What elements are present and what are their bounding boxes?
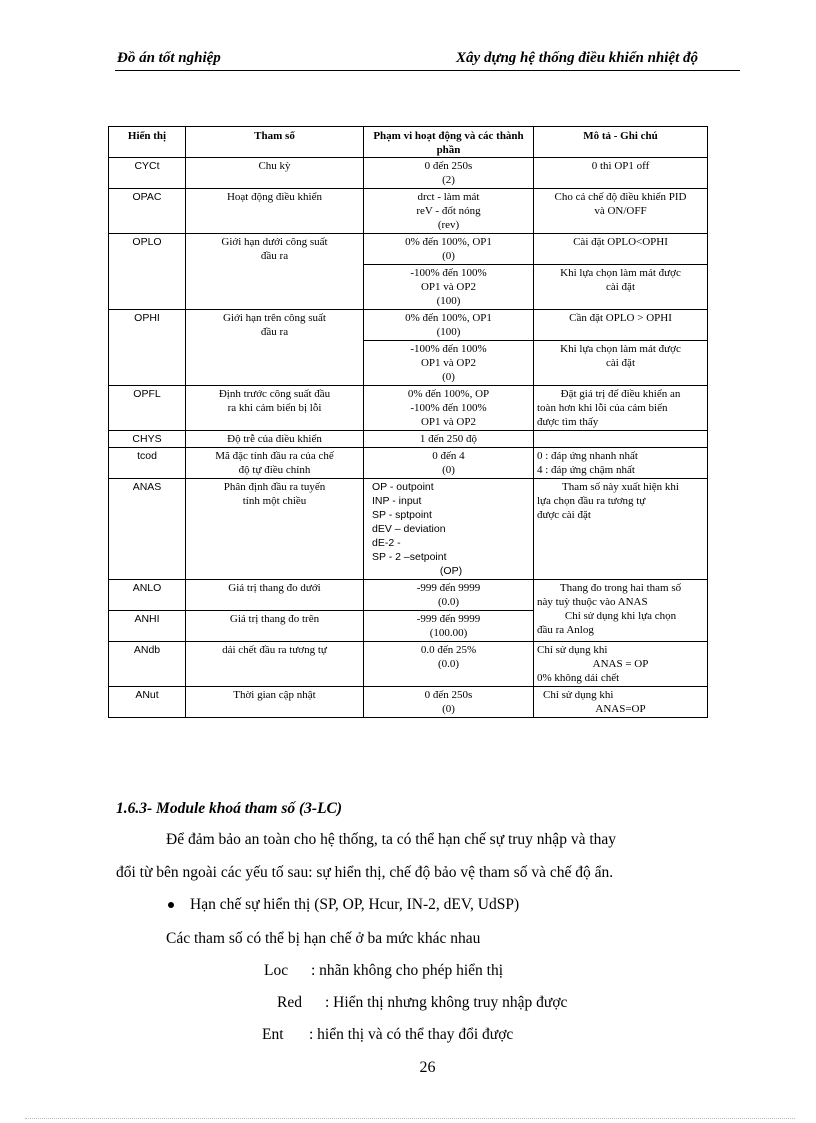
note-line: ANAS=OP [595, 703, 646, 715]
page-number: 26 [419, 1059, 436, 1076]
footer-divider [25, 1118, 795, 1119]
note-cell [534, 580, 708, 642]
range-line: -100% đến 100% [410, 267, 487, 279]
range-cell [364, 687, 534, 718]
table-row [109, 189, 708, 234]
range-cell [364, 310, 534, 341]
code-cell: CYCt [109, 158, 186, 189]
note-cell [534, 642, 708, 687]
range-cell [364, 341, 534, 386]
range-line: OP1 và OP2 [420, 416, 476, 428]
range-cell [364, 611, 534, 642]
range-line: -999 đến 9999 [416, 582, 481, 594]
note-cell: Cần đặt OPLO > OPHI [534, 310, 708, 341]
range-default: (100.00) [429, 627, 468, 639]
note-cell: 0 thì OP1 off [534, 158, 708, 189]
param-cell [186, 386, 364, 431]
header-display: Hiển thị [109, 127, 186, 158]
code-cell: OPFL [109, 386, 186, 431]
header-parameter: Tham số [186, 127, 364, 158]
range-line: SP - sptpoint [372, 509, 432, 521]
code-cell: OPLO [109, 234, 186, 310]
table-row [109, 431, 708, 448]
header-left-title: Đồ án tốt nghiệp [117, 50, 221, 66]
note-line: Thang đo trong hai tham số [559, 582, 682, 594]
note-cell [534, 431, 708, 448]
range-default: (100) [436, 295, 461, 307]
range-line: 0% đến 100%, OP [407, 388, 490, 400]
note-line: toàn hơn khi lỗi của cảm biến [537, 402, 668, 414]
code-cell: OPHI [109, 310, 186, 386]
param-line: ra khi cảm biến bị lỗi [227, 402, 322, 414]
table-row [109, 310, 708, 341]
param-line: Mã đặc tính đầu ra của chế [215, 450, 334, 462]
table-row [109, 234, 708, 265]
range-line: 0 đến 250s [424, 689, 473, 701]
note-line: Cho cả chế độ điều khiển PID [554, 191, 687, 203]
paragraph-line-2: đổi từ bên ngoài các yếu tố sau: sự hiển thị, chế độ bảo vệ tham số và chế độ ẩn. [116, 864, 614, 881]
note-line: Chỉ sử dụng khi [543, 689, 614, 701]
range-line: 0.0 đến 25% [420, 644, 477, 656]
note-cell [534, 189, 708, 234]
section-heading: 1.6.3- Module khoá tham số (3-LC) [116, 800, 343, 817]
range-line: OP1 và OP2 [420, 357, 476, 369]
range-cell [364, 448, 534, 479]
range-cell [364, 642, 534, 687]
code-cell: tcod [109, 448, 186, 479]
note-line: Tham số này xuất hiện khi [561, 481, 679, 493]
range-line: OP - outpoint [372, 481, 434, 493]
table-row [109, 479, 708, 580]
level-code-ent: Ent [262, 1026, 284, 1043]
param-line: Định trước công suất đầu [218, 388, 331, 400]
param-cell: Độ trễ của điều khiển [186, 431, 364, 448]
note-line: 4 : đáp ứng chậm nhất [537, 464, 635, 476]
range-default: (OP) [439, 565, 463, 577]
note-line: 0 : đáp ứng nhanh nhất [537, 450, 638, 462]
param-line: tính một chiều [242, 495, 307, 507]
range-default: (2) [442, 174, 455, 186]
range-line: 0 đến 4 [432, 450, 465, 462]
note-line: được tìm thấy [537, 416, 599, 428]
note-line: cài đặt [605, 357, 635, 369]
range-cell [364, 265, 534, 310]
note-line: được cài đặt [537, 509, 591, 521]
param-line: Giới hạn dưới công suất [221, 236, 328, 248]
range-line: -100% đến 100% [410, 402, 487, 414]
parameter-table [108, 126, 708, 718]
note-cell [534, 265, 708, 310]
range-line: dEV – deviation [372, 523, 446, 535]
level-desc-loc: : nhãn không cho phép hiển thị [311, 962, 503, 979]
range-line: 0 đến 250s [424, 160, 473, 172]
table-row [109, 158, 708, 189]
range-line: SP - 2 –setpoint [372, 551, 447, 563]
code-cell: ANdb [109, 642, 186, 687]
param-cell [186, 448, 364, 479]
level-code-red: Red [277, 994, 302, 1011]
note-cell [534, 341, 708, 386]
code-cell: ANHI [109, 611, 186, 642]
range-default: (0) [442, 250, 455, 262]
code-cell: ANut [109, 687, 186, 718]
level-desc-ent: : hiển thị và có thể thay đổi được [309, 1026, 514, 1043]
param-cell [186, 310, 364, 386]
param-cell: Giá trị thang đo trên [186, 611, 364, 642]
bullet-icon [168, 902, 174, 908]
header-range: Phạm vi hoạt động và các thành phần [364, 127, 534, 158]
range-line: OP1 và OP2 [420, 281, 476, 293]
param-cell [186, 234, 364, 310]
note-cell: Cài đặt OPLO<OPHI [534, 234, 708, 265]
note-line: Đặt giá trị để điều khiển an [560, 388, 681, 400]
param-cell: Hoạt động điều khiển [186, 189, 364, 234]
note-line: lựa chọn đầu ra tương tự [537, 495, 646, 507]
range-line: drct - làm mát [417, 191, 480, 203]
range-line: dE-2 - [372, 537, 401, 549]
param-line: độ tự điều chỉnh [238, 464, 311, 476]
table-row [109, 580, 708, 611]
page-header [115, 48, 740, 71]
param-line: đầu ra [260, 250, 289, 262]
param-cell: dải chết đầu ra tương tự [186, 642, 364, 687]
range-line: -100% đến 100% [410, 343, 487, 355]
range-line: 0% đến 100%, OP1 [405, 236, 492, 248]
bullet-text: Hạn chế sự hiển thị (SP, OP, Hcur, IN-2, dEV, UdSP) [190, 896, 520, 913]
note-line: Khi lựa chọn làm mát được [560, 343, 681, 355]
range-default: (0) [442, 464, 455, 476]
param-cell: Chu kỳ [186, 158, 364, 189]
range-default: (0.0) [437, 596, 460, 608]
param-cell [186, 479, 364, 580]
note-line: Chỉ sử dụng khi lựa chọn [564, 610, 677, 622]
note-line: ANAS = OP [592, 658, 649, 670]
range-default: (0) [442, 703, 455, 715]
range-cell [364, 580, 534, 611]
note-line: đầu ra Anlog [537, 624, 594, 636]
range-line: 0% đến 100%, OP1 [405, 312, 492, 324]
code-cell: CHYS [109, 431, 186, 448]
range-cell [364, 158, 534, 189]
note-line: này tuỳ thuộc vào ANAS [537, 596, 648, 608]
range-cell [364, 386, 534, 431]
param-cell: Thời gian cập nhật [186, 687, 364, 718]
table-row [109, 687, 708, 718]
levels-intro: Các tham số có thể bị hạn chế ở ba mức khác nhau [166, 930, 481, 947]
param-line: đầu ra [260, 326, 289, 338]
header-right-title: Xây dựng hệ thống điều khiển nhiệt độ [456, 50, 698, 66]
note-cell [534, 448, 708, 479]
range-cell [364, 234, 534, 265]
range-line: -999 đến 9999 [416, 613, 481, 625]
paragraph-line-1: Để đảm bảo an toàn cho hệ thống, ta có thể hạn chế sự truy nhập và thay [166, 831, 617, 848]
header-note: Mô tả - Ghi chú [534, 127, 708, 158]
param-cell: Giá trị thang đo dưới [186, 580, 364, 611]
range-line: INP - input [372, 495, 422, 507]
note-line: Khi lựa chọn làm mát được [560, 267, 681, 279]
code-cell: ANLO [109, 580, 186, 611]
range-cell [364, 479, 534, 580]
range-cell: 1 đến 250 độ [364, 431, 534, 448]
level-desc-red: : Hiển thị nhưng không truy nhập được [325, 994, 568, 1011]
table-row [109, 642, 708, 687]
note-cell [534, 386, 708, 431]
param-line: Phân định đầu ra tuyến [223, 481, 326, 493]
range-cell [364, 189, 534, 234]
code-cell: OPAC [109, 189, 186, 234]
note-cell [534, 479, 708, 580]
note-line: và ON/OFF [594, 205, 647, 217]
range-default: (100) [436, 326, 461, 338]
table-row [109, 448, 708, 479]
table-header-row [109, 127, 708, 158]
param-line: Giới hạn trên công suất [223, 312, 326, 324]
note-line: 0% không dải chết [537, 672, 620, 684]
level-code-loc: Loc [264, 962, 289, 979]
table-row [109, 386, 708, 431]
note-line: Chỉ sử dụng khi [537, 644, 608, 656]
note-line: cài đặt [605, 281, 635, 293]
range-default: (0.0) [437, 658, 460, 670]
code-cell: ANAS [109, 479, 186, 580]
note-cell [534, 687, 708, 718]
range-line: reV - đốt nóng [416, 205, 481, 217]
range-default: (rev) [437, 219, 460, 231]
range-default: (0) [442, 371, 455, 383]
